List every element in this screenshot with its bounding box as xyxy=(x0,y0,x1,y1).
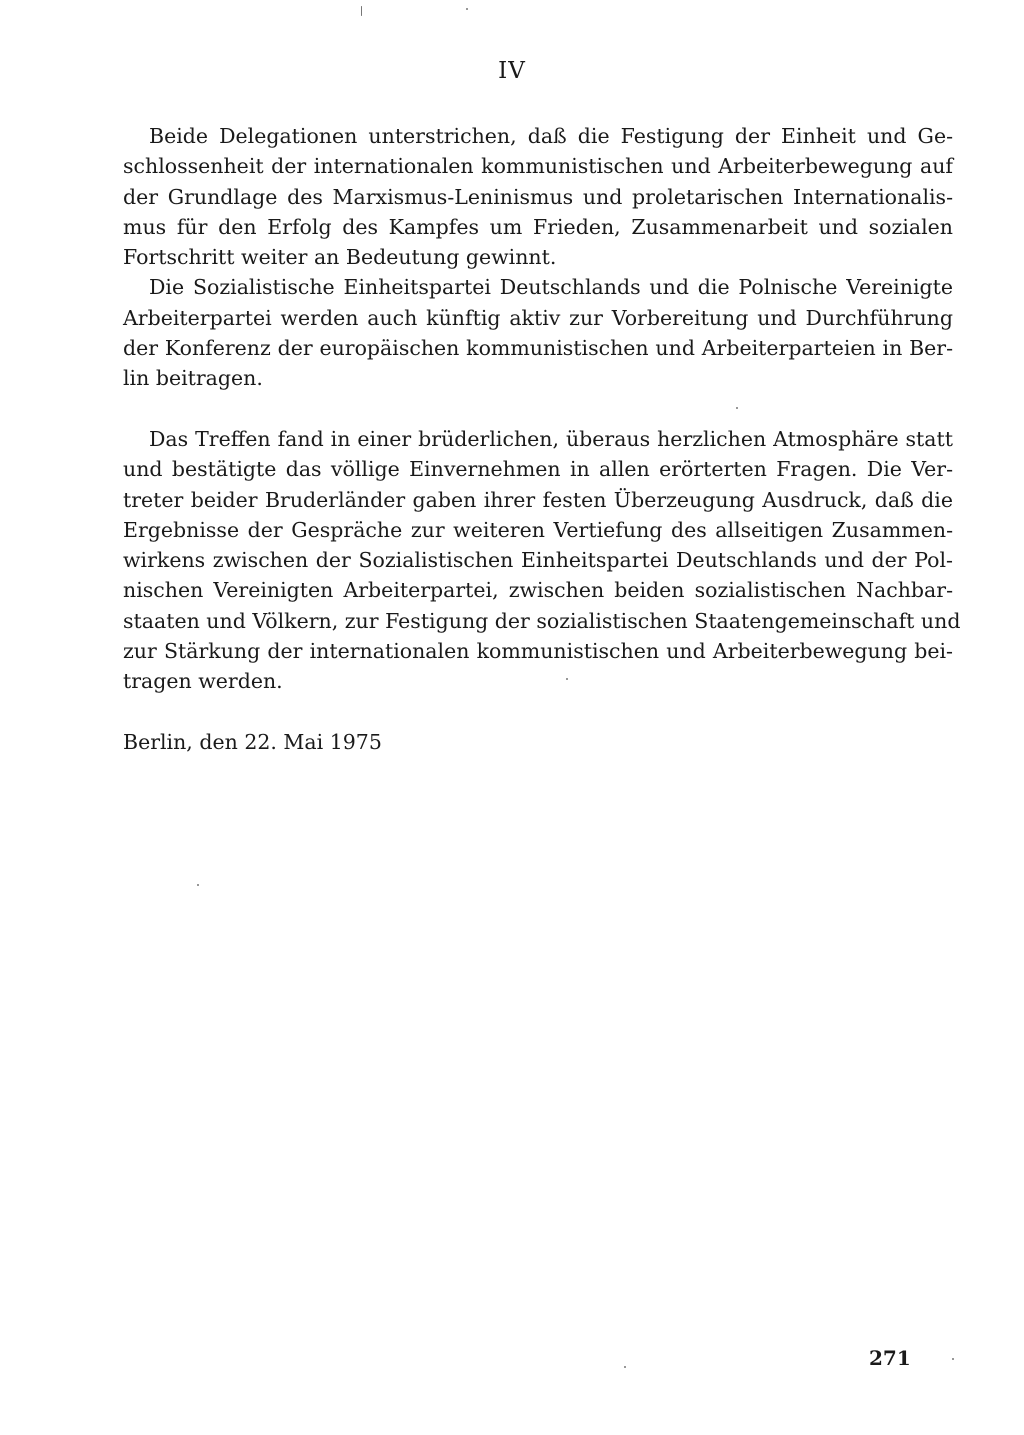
text-line: zur Stärkung der internationalen kommunistischen und Arbeiterbewegung bei- xyxy=(123,639,953,664)
text-line: schlossenheit der internationalen kommunistischen und Arbeiterbewegung auf xyxy=(123,154,953,179)
text-line: Die Sozialistische Einheitspartei Deutschlands und die Polnische Vereinigte xyxy=(149,275,953,300)
text-line: Arbeiterpartei werden auch künftig aktiv zur Vorbereitung und Durchführung xyxy=(123,305,953,330)
text-line: der Grundlage des Marxismus-Leninismus und proletarischen Internationalis- xyxy=(123,184,953,209)
text-line: staaten und Völkern, zur Festigung der sozialistischen Staatengemeinschaft und xyxy=(123,608,961,633)
scan-speck xyxy=(566,678,568,680)
text-line: Fortschritt weiter an Bedeutung gewinnt. xyxy=(123,245,557,270)
text-line: und bestätigte das völlige Einvernehmen in allen erörterten Fragen. Die Ver- xyxy=(123,457,953,482)
text-line: mus für den Erfolg des Kampfes um Frieden, Zusammenarbeit und sozialen xyxy=(123,214,953,239)
scan-speck xyxy=(197,884,199,886)
scan-speck xyxy=(952,1358,954,1360)
text-line: lin beitragen. xyxy=(123,366,263,391)
text-line: Ergebnisse der Gespräche zur weiteren Vertiefung des allseitigen Zusammen- xyxy=(123,517,953,542)
page-number: 271 xyxy=(869,1346,911,1370)
paragraph-meeting xyxy=(123,424,961,697)
text-line: treter beider Bruderländer gaben ihrer festen Überzeugung Ausdruck, daß die xyxy=(123,487,953,512)
text-line: tragen werden. xyxy=(123,669,283,694)
scan-speck xyxy=(466,8,468,10)
scan-speck xyxy=(624,1366,626,1368)
text-line: wirkens zwischen der Sozialistischen Einheitspartei Deutschlands und der Pol- xyxy=(123,548,953,573)
text-line: der Konferenz der europäischen kommunistischen und Arbeiterparteien in Ber- xyxy=(123,336,953,361)
section-number: IV xyxy=(498,58,526,84)
paragraph-delegations xyxy=(123,121,953,272)
text-block-meeting xyxy=(123,424,961,697)
text-block-top xyxy=(123,121,953,394)
text-line: Das Treffen fand in einer brüderlichen, überaus herzlichen Atmosphäre statt xyxy=(149,427,953,451)
text-line: Beide Delegationen unterstrichen, daß die Festigung der Einheit und Ge- xyxy=(149,124,953,148)
scan-speck xyxy=(736,407,738,409)
dateline: Berlin, den 22. Mai 1975 xyxy=(123,730,382,754)
scan-speck xyxy=(361,6,362,16)
paragraph-conference xyxy=(123,272,953,393)
text-line: nischen Vereinigten Arbeiterpartei, zwischen beiden sozialistischen Nachbar- xyxy=(123,578,953,603)
